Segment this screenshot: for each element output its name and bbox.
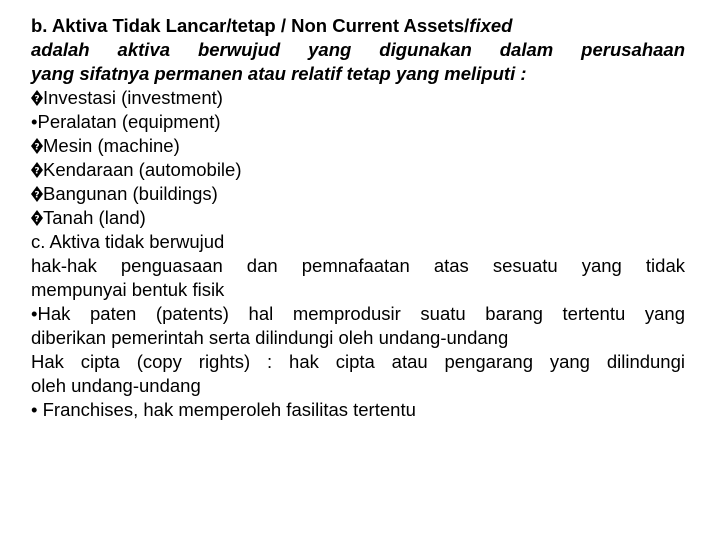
list-item-peralatan: •Peralatan (equipment) [31,111,221,132]
section-b-heading: b. Aktiva Tidak Lancar/tetap / Non Current Assets/fixed [31,15,513,36]
section-c-desc-line-1: hak-hak penguasaan dan pemnafaatan atas sesuatu yang tidak [31,255,685,276]
list-item-mesin: ? Mesin (machine) [31,134,685,158]
patents-line-2: diberikan pemerintah serta dilindungi oleh undang-undang [31,327,509,348]
franchise-line: • Franchises, hak memperoleh fasilitas tertentu [31,399,416,420]
svg-text:?: ? [34,214,40,225]
list-item-tanah: ? Tanah (land) [31,206,685,230]
section-c-heading: c. Aktiva tidak berwujud [31,231,225,252]
section-b-desc-line-1: adalah aktiva berwujud yang digunakan dalam perusahaan [31,39,685,60]
asset-list [31,86,685,230]
slide-content [31,14,685,422]
list-item-investasi: ? Investasi (investment) [31,86,685,110]
missing-glyph-icon [31,90,43,106]
section-b-desc-line-2: yang sifatnya permanen atau relatif tetap yang meliputi : [31,63,527,84]
missing-glyph-icon [31,210,43,226]
bullet-marker: • [31,111,38,132]
copyright-line-2: oleh undang-undang [31,375,201,396]
svg-text:?: ? [34,94,40,105]
svg-text:?: ? [34,142,40,153]
list-item-kendaraan: ? Kendaraan (automobile) [31,158,685,182]
copyright-line-1: Hak cipta (copy rights) : hak cipta atau pengarang yang dilindungi [31,351,685,372]
missing-glyph-icon [31,138,43,154]
list-item-bangunan: ? Bangunan (buildings) [31,182,685,206]
missing-glyph-icon [31,162,43,178]
section-b-heading-italic: fixed [469,15,513,36]
svg-text:?: ? [34,166,40,177]
missing-glyph-icon [31,186,43,202]
svg-text:?: ? [34,190,40,201]
patents-line-1: •Hak paten (patents) hal memprodusir suatu barang tertentu yang [31,303,685,324]
section-c-desc-line-2: mempunyai bentuk fisik [31,279,225,300]
